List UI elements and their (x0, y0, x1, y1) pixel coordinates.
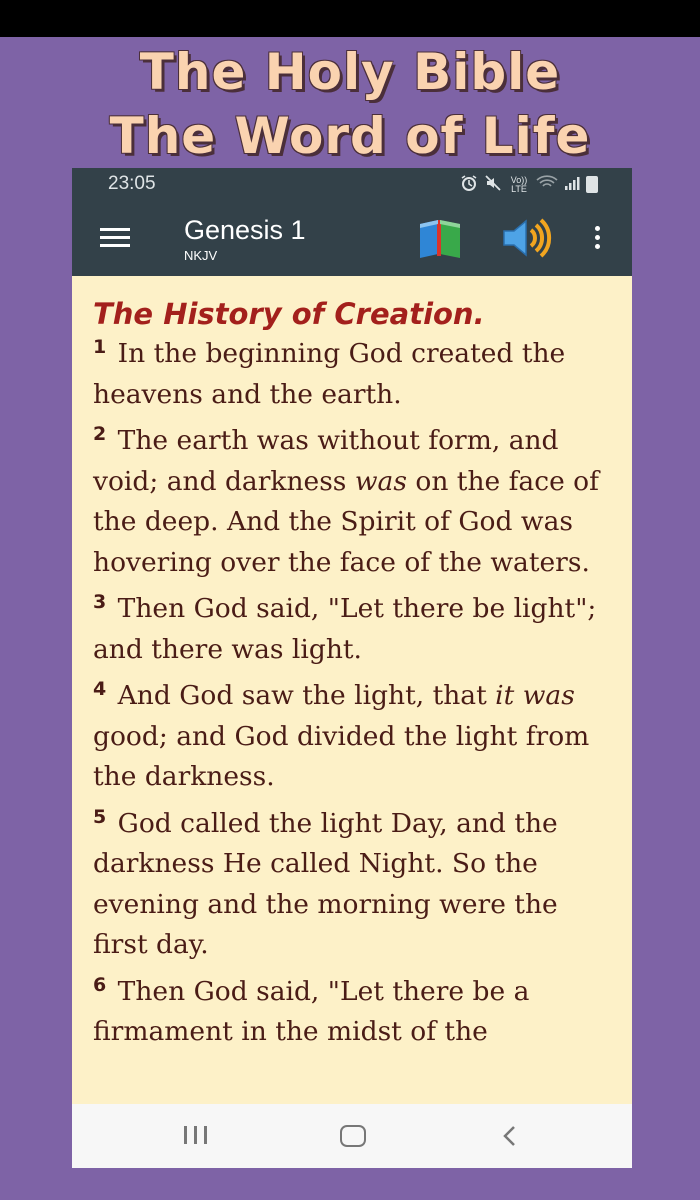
lte-icon: Vo)) LTE (510, 174, 528, 194)
verse-text: And God saw the light, that (117, 680, 496, 711)
alarm-icon (460, 174, 478, 195)
verse-number: 2 (93, 423, 107, 445)
verse-text: good; and God divided the light from the darkness. (93, 720, 590, 792)
book-icon[interactable] (416, 216, 464, 264)
translation-label: NKJV (184, 248, 218, 263)
verse-text: God called the light Day, and the darkness He called Night. So the evening and the morning were the first day. (93, 807, 558, 960)
verse-number: 6 (93, 973, 107, 996)
phone-screen (72, 168, 632, 1168)
verse-number: 3 (93, 591, 107, 613)
app-bar (72, 200, 632, 276)
promo-line-2: The Word of Life (109, 107, 591, 165)
verse[interactable] (93, 676, 612, 798)
chapter-title[interactable]: Genesis 1 (184, 215, 306, 245)
home-icon[interactable] (340, 1125, 366, 1147)
verse-number: 1 (93, 336, 107, 358)
verse[interactable] (93, 589, 612, 670)
verse-number: 4 (93, 678, 107, 700)
recents-icon[interactable] (182, 1126, 212, 1146)
verse[interactable] (93, 334, 612, 415)
promo-title (0, 40, 700, 168)
status-icons (460, 174, 598, 195)
status-bar (72, 168, 632, 200)
verse-italic-text: was (354, 465, 407, 497)
verse-number: 5 (93, 805, 107, 828)
scripture-reader[interactable] (72, 276, 632, 1104)
verse-text: Then God said, "Let there be light"; and there was light. (93, 593, 597, 665)
menu-icon[interactable] (100, 228, 130, 248)
wifi-icon (536, 175, 558, 194)
verse-text: The earth was without form, and void; and darkness (93, 425, 559, 497)
battery-icon (586, 176, 598, 193)
system-nav-bar (72, 1104, 632, 1168)
verse[interactable] (93, 972, 612, 1053)
verse[interactable] (93, 804, 612, 966)
more-vert-icon[interactable] (587, 224, 607, 256)
verse-text: Then God said, "Let there be a firmament in the midst of the (93, 975, 530, 1047)
top-black-bar (0, 0, 700, 37)
mute-icon (484, 174, 502, 195)
back-icon[interactable] (500, 1124, 520, 1148)
verse-text: In the beginning God created the heavens and the earth. (93, 338, 566, 410)
signal-icon (564, 175, 580, 194)
verse[interactable] (93, 421, 612, 583)
verse-text: on the face of the deep. And the Spirit of God was hovering over the face of the waters. (93, 465, 599, 578)
speaker-icon[interactable] (500, 216, 554, 264)
section-heading: The History of Creation. (93, 297, 485, 331)
verse-italic-text: it was (495, 680, 575, 711)
status-time: 23:05 (108, 173, 156, 194)
promo-line-1: The Holy Bible (139, 43, 561, 101)
title-block[interactable] (184, 214, 306, 264)
